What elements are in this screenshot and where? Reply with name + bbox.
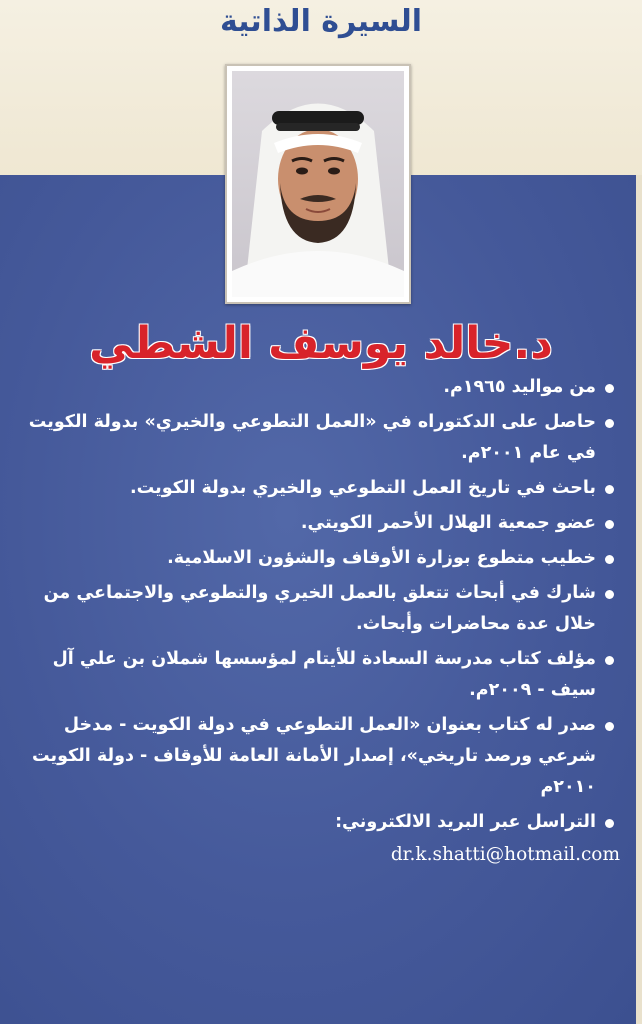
- bio-item-text: من مواليد ١٩٦٥م.: [443, 377, 596, 397]
- bullet-dot-icon: [605, 419, 614, 428]
- bio-item-preacher: [22, 543, 614, 574]
- page-title: السيرة الذاتية: [219, 4, 422, 39]
- bio-item-text: حاصل على الدكتوراه في «العمل التطوعي والخيري» بدولة الكويت في عام ٢٠٠١م.: [28, 412, 596, 463]
- bullet-dot-icon: [605, 722, 614, 731]
- bio-item-research: [22, 578, 614, 640]
- page-edge: [636, 175, 642, 1024]
- bio-item-researcher: [22, 473, 614, 504]
- person-name: د.خالد يوسف الشطي: [89, 318, 553, 369]
- portrait-photo: [225, 64, 411, 304]
- bio-item-text: صدر له كتاب بعنوان «العمل التطوعي في دولة الكويت - مدخل شرعي ورصد تاريخي»، إصدار الأمانة العامة للأوقاف - دولة الكويت ٢٠١٠م: [31, 715, 596, 797]
- bio-item-contact: [22, 807, 614, 838]
- bio-item-publication: [22, 710, 614, 803]
- bullet-dot-icon: [605, 555, 614, 564]
- portrait-image: [232, 71, 404, 297]
- bio-item-text: باحث في تاريخ العمل التطوعي والخيري بدولة الكويت.: [129, 478, 596, 498]
- bio-item-doctorate: [22, 407, 614, 469]
- bio-list: [22, 372, 614, 842]
- bio-item-text: مؤلف كتاب مدرسة السعادة للأيتام لمؤسسها شملان بن علي آل سيف - ٢٠٠٩م.: [52, 649, 596, 700]
- bio-item-birth: [22, 372, 614, 403]
- bullet-dot-icon: [605, 819, 614, 828]
- bio-item-text: عضو جمعية الهلال الأحمر الكويتي.: [300, 513, 596, 533]
- bio-item-red-crescent: [22, 508, 614, 539]
- bullet-dot-icon: [605, 590, 614, 599]
- email-address: dr.k.shatti@hotmail.com: [390, 844, 620, 865]
- bullet-dot-icon: [605, 520, 614, 529]
- bio-item-text: التراسل عبر البريد الالكتروني:: [335, 812, 596, 832]
- bio-item-text: شارك في أبحاث تتعلق بالعمل الخيري والتطوعي والاجتماعي من خلال عدة محاضرات وأبحاث.: [43, 583, 596, 634]
- bullet-dot-icon: [605, 656, 614, 665]
- bio-item-text: خطيب متطوع بوزارة الأوقاف والشؤون الاسلامية.: [167, 548, 596, 568]
- bullet-dot-icon: [605, 485, 614, 494]
- bio-item-author: [22, 644, 614, 706]
- bullet-dot-icon: [605, 384, 614, 393]
